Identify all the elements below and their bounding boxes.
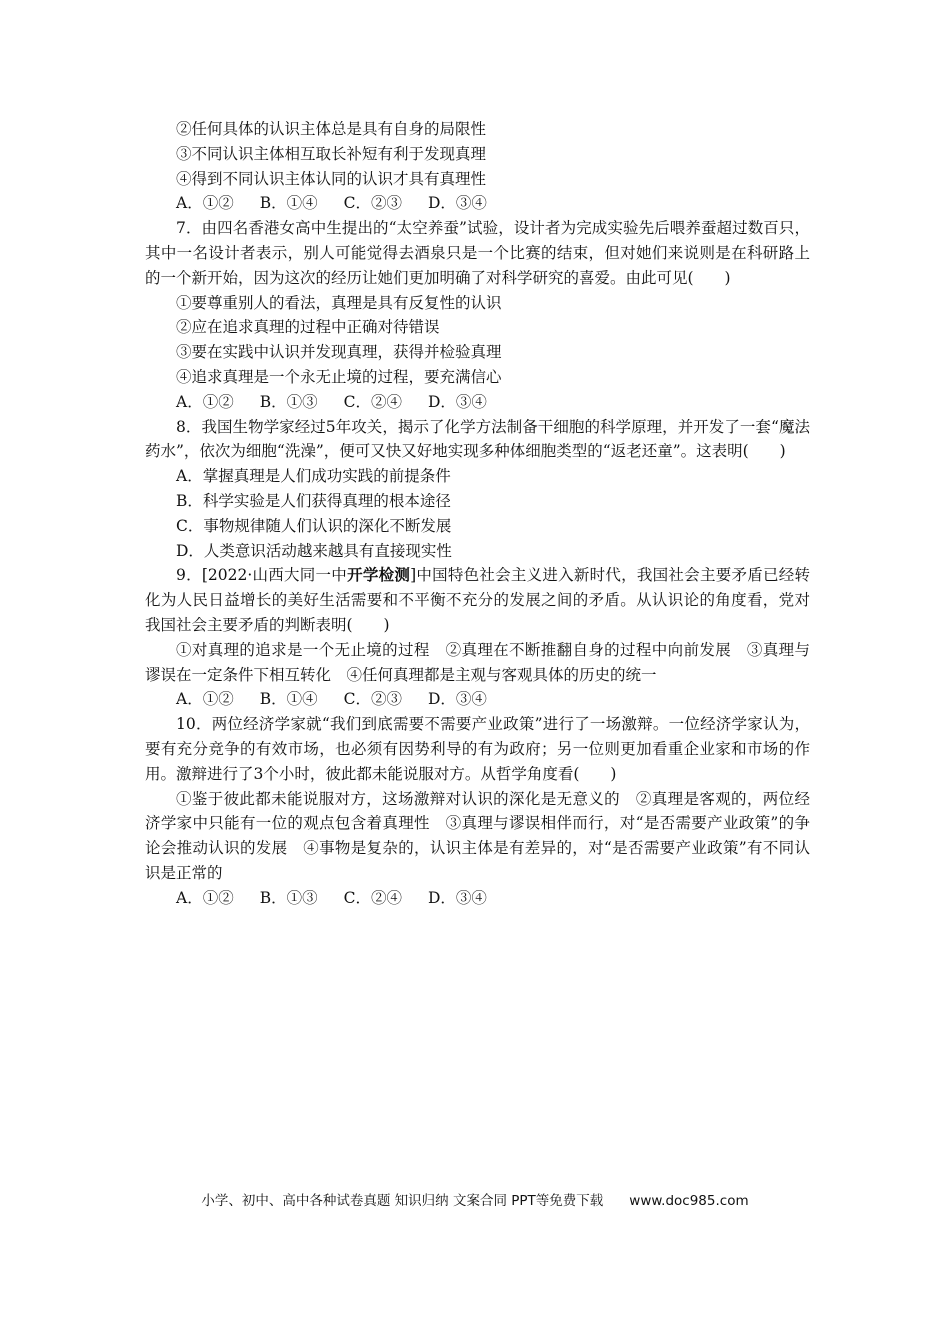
q9-options (145, 687, 810, 712)
q7-item-3: ③要在实践中认识并发现真理，获得并检验真理 (176, 343, 502, 362)
q7-option-a: A．①② (176, 392, 234, 411)
q10-option-a: A．①② (176, 888, 234, 907)
q10-stem: 10．两位经济学家就“我们到底需要不需要产业政策”进行了一场激辩。一位经济学家认为，要有充分竞争的有效市场，也必须有因势利导的有为政府；另一位则更加看重企业家和市场的作用。激辩进行了3个小时，彼此都未能说服对方。从哲学角度看( ) (145, 715, 810, 783)
q7-option-c: C．②④ (343, 392, 402, 411)
q7-option-b: B．①③ (259, 392, 318, 411)
q8-choice-d: D．人类意识活动越来越具有直接现实性 (176, 541, 452, 560)
footer-url[interactable]: www.doc985.com (629, 1193, 749, 1209)
q8-choice-a: A．掌握真理是人们成功实践的前提条件 (176, 467, 451, 486)
question-7 (145, 216, 810, 414)
q10-option-b: B．①③ (259, 888, 318, 907)
q10-option-c: C．②④ (343, 888, 402, 907)
q9-stem-rest: ]中国特色社会主义进入新时代，我国社会主要矛盾已经转化为人民日益增长的美好生活需要和不平衡不充分的发展之间的矛盾。从认识论的角度看，党对我国社会主要矛盾的判断表明( ) (145, 566, 810, 634)
q6-option-d: D．③④ (427, 194, 487, 213)
q7-item-2: ②应在追求真理的过程中正确对待错误 (176, 318, 440, 337)
q8-choice-b: B．科学实验是人们获得真理的根本途径 (176, 491, 451, 510)
page-footer (0, 1189, 950, 1209)
q8-stem: 8．我国生物学家经过5年攻关，揭示了化学方法制备干细胞的科学原理，并开发了一套“魔法药水”，依次为细胞“洗澡”，便可又快又好地实现多种体细胞类型的“返老还童”。这表明( ) (145, 417, 810, 461)
question-9 (145, 563, 810, 712)
question-8 (145, 415, 810, 564)
q9-option-d: D．③④ (427, 690, 487, 709)
q7-item-1: ①要尊重别人的看法，真理是具有反复性的认识 (176, 293, 502, 312)
q9-option-b: B．①④ (259, 690, 318, 709)
q10-options (145, 886, 810, 911)
q6-item-2: ②任何具体的认识主体总是具有自身的局限性 (176, 120, 487, 138)
q9-option-c: C．②③ (343, 690, 402, 709)
q10-items: ①鉴于彼此都未能说服对方，这场激辩对认识的深化是无意义的 ②真理是客观的，两位经济学家中只能有一位的观点包含着真理性 ③真理与谬误相伴而行，对“是否需要产业政策”的争论会推动认识的发展 ④事物是复杂的，认识主体是有差异的，对“是否需要产业政策”有不同认识是正常的 (145, 789, 810, 882)
q6-options (145, 191, 810, 216)
q8-choice-c: C．事物规律随人们认识的深化不断发展 (176, 516, 452, 535)
footer-text: 小学、初中、高中各种试卷真题 知识归纳 文案合同 PPT等免费下载 (201, 1193, 604, 1209)
q6-option-b: B．①④ (259, 194, 318, 213)
exam-page (145, 117, 810, 911)
q9-source: 开学检测 (347, 565, 411, 585)
question-6-tail (145, 117, 810, 216)
q9-stem (145, 563, 810, 637)
q9-items: ①对真理的追求是一个无止境的过程 ②真理在不断推翻自身的过程中向前发展 ③真理与谬误在一定条件下相互转化 ④任何真理都是主观与客观具体的历史的统一 (145, 640, 810, 684)
q7-item-4: ④追求真理是一个永无止境的过程，要充满信心 (176, 367, 502, 386)
q6-option-c: C．②③ (343, 194, 402, 213)
q6-item-4: ④得到不同认识主体认同的认识才具有真理性 (176, 169, 487, 188)
question-10 (145, 712, 810, 910)
q10-option-d: D．③④ (427, 888, 487, 907)
q7-options (145, 390, 810, 415)
q7-stem: 7．由四名香港女高中生提出的“太空养蚕”试验，设计者为完成实验先后喂养蚕超过数百只，其中一名设计者表示，别人可能觉得去酒泉只是一个比赛的结束，但对她们来说则是在科研路上的一个新开始，因为这次的经历让她们更加明确了对科学研究的喜爱。由此可见( ) (145, 219, 810, 287)
q9-prefix: 9．[2022·山西大同一中 (176, 566, 348, 585)
q6-option-a: A．①② (176, 194, 234, 213)
q9-option-a: A．①② (176, 690, 234, 709)
q7-option-d: D．③④ (427, 392, 487, 411)
q6-item-3: ③不同认识主体相互取长补短有利于发现真理 (176, 144, 487, 163)
